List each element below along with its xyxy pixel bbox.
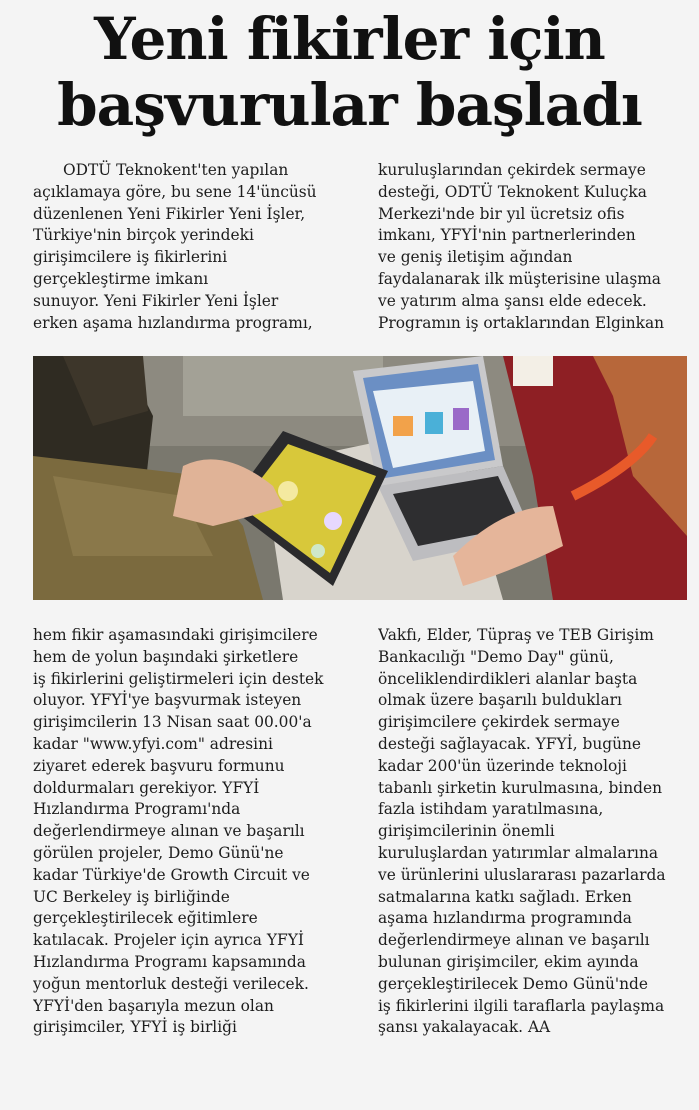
text-line: kuruluşlardan yatırımlar almalarına xyxy=(378,843,659,862)
text-line: desteği, ODTÜ Teknokent Kuluçka xyxy=(378,182,647,201)
text-line: girişimcilere iş fikirlerini xyxy=(33,248,228,267)
text-line: ve yatırım alma şansı elde edecek. xyxy=(378,291,647,310)
column-2 xyxy=(378,160,688,334)
text-line: kadar 200'ün üzerinde teknoloji xyxy=(378,756,627,775)
text-line: Vakfı, Elder, Tüpraş ve TEB Girişim xyxy=(378,626,654,644)
text-line: girişimcilerinin önemli xyxy=(378,822,555,841)
headline-line-2: başvurular başladı xyxy=(57,71,642,139)
text-line: oluyor. YFYİ'ye başvurmak isteyen xyxy=(33,691,302,710)
text-line: ve geniş iletişim ağından xyxy=(378,248,573,267)
text-line: UC Berkeley iş birliğinde xyxy=(33,887,230,906)
text-line: ve ürünlerini uluslararası pazarlarda xyxy=(378,865,666,884)
text-line: Programın iş ortaklarından Elginkan xyxy=(378,313,665,332)
text-line: açıklamaya göre, bu sene 14'üncüsü xyxy=(33,182,317,201)
text-line: doldurmaları gerekiyor. YFYİ xyxy=(33,778,260,797)
text-line: ziyaret ederek başvuru formunu xyxy=(33,756,285,775)
text-line: sunuyor. Yeni Fikirler Yeni İşler xyxy=(33,291,279,310)
text-line: Türkiye'nin birçok yerindeki xyxy=(33,226,254,245)
text-line: Hızlandırma Programı'nda xyxy=(33,800,241,819)
text-line: kuruluşlarından çekirdek sermaye xyxy=(378,161,646,179)
text-line: bulunan girişimciler, ekim ayında xyxy=(378,952,639,971)
text-line: olmak üzere başarılı buldukları xyxy=(378,691,622,710)
text-line: gerçekleştirilecek eğitimlere xyxy=(33,909,258,928)
text-line: imkanı, YFYİ'nin partnerlerinden xyxy=(378,226,636,245)
photo-illustration xyxy=(33,356,687,600)
text-line: desteği sağlayacak. YFYİ, bugüne xyxy=(378,734,642,753)
headline xyxy=(0,6,699,138)
text-line: hem fikir aşamasındaki girişimcilere xyxy=(33,626,318,644)
text-line: satmalarına katkı sağladı. Erken xyxy=(378,887,632,906)
headline-line-1: Yeni fikirler için xyxy=(94,5,605,73)
text-line: değerlendirmeye alınan ve başarılı xyxy=(33,822,305,841)
text-line: iş fikirlerini geliştirmeleri için destek xyxy=(33,669,324,688)
text-line: Bankacılığı "Demo Day" günü, xyxy=(378,647,614,666)
text-line: gerçekleştirilecek Demo Günü'nde xyxy=(378,974,648,993)
text-line: hem de yolun başındaki şirketlere xyxy=(33,647,299,666)
column-3 xyxy=(33,625,343,1039)
column-1 xyxy=(33,160,343,334)
text-line: gerçekleştirme imkanı xyxy=(33,269,209,288)
text-line: fazla istihdam yaratılmasına, xyxy=(378,800,604,819)
text-line: aşama hızlandırma programında xyxy=(378,909,632,928)
column-4 xyxy=(378,625,690,1039)
text-line: görülen projeler, Demo Günü'ne xyxy=(33,843,284,862)
text-line: girişimcilerin 13 Nisan saat 00.00'a xyxy=(33,713,312,732)
text-line: girişimcilere çekirdek sermaye xyxy=(378,713,620,732)
text-line: iş fikirlerini ilgili taraflarla paylaşma xyxy=(378,996,665,1015)
text-line: Merkezi'nde bir yıl ücretsiz ofis xyxy=(378,204,625,223)
text-line: erken aşama hızlandırma programı, xyxy=(33,313,313,332)
text-line: düzenlenen Yeni Fikirler Yeni İşler, xyxy=(33,204,306,223)
text-line: tabanlı şirketin kurulmasına, binden xyxy=(378,778,663,797)
text-line: kadar Türkiye'de Growth Circuit ve xyxy=(33,865,310,884)
text-line: katılacak. Projeler için ayrıca YFYİ xyxy=(33,931,304,950)
text-line: ODTÜ Teknokent'ten yapılan xyxy=(63,161,289,179)
text-line: değerlendirmeye alınan ve başarılı xyxy=(378,931,650,950)
text-line: önceliklendirdikleri alanlar başta xyxy=(378,669,638,688)
text-line: kadar "www.yfyi.com" adresini xyxy=(33,734,273,753)
text-line: girişimciler, YFYİ iş birliği xyxy=(33,1018,237,1037)
text-line: faydalanarak ilk müşterisine ulaşma xyxy=(378,269,661,288)
article-photo xyxy=(33,356,687,600)
text-line: YFYİ'den başarıyla mezun olan xyxy=(33,996,274,1015)
text-line: Hızlandırma Programı kapsamında xyxy=(33,952,306,971)
text-line: şansı yakalayacak. AA xyxy=(378,1018,551,1037)
text-line: yoğun mentorluk desteği verilecek. xyxy=(33,974,309,993)
